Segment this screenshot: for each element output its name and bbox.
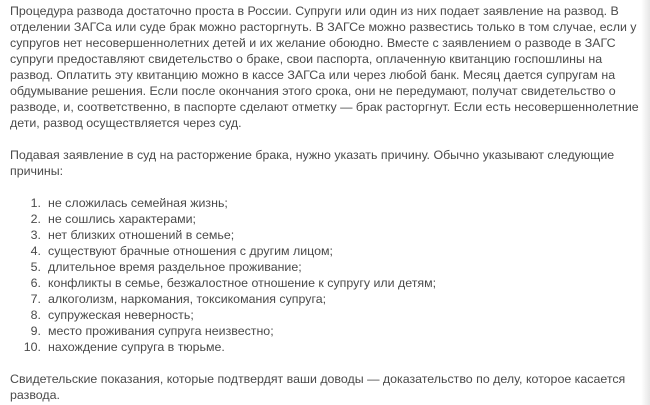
court-intro-paragraph: Подавая заявление в суд на расторжение брака, нужно указать причину. Обычно указывают следующие причины:	[10, 148, 615, 178]
intro-paragraph: Процедура развода достаточно проста в России. Супруги или один из них подает заявление на развод. В отделении ЗАГСа или суде брак можно расторгнуть. В ЗАГСе можно развестись только в том случае, если у супругов нет несовершеннолетних детей и их желание обоюдно. Вместе с заявлением о разводе в ЗАГС супруги предоставляют свидетельство о браке, свои паспорта, оплаченную квитанцию госпошлины на развод. Оплатить эту квитанцию можно в кассе ЗАГСа или через любой банк. Месяц дается супругам на обдумывание решения. Если после окончания этого срока, они не передумают, получат свидетельство о разводе, и, соответственно, в паспорте сделают отметку — брак расторгнут. Если есть несовершеннолетние дети, развод осуществляется через суд.	[10, 4, 639, 130]
list-item-text: длительное время раздельное проживание;	[48, 260, 302, 274]
list-item	[10, 339, 640, 355]
list-item-text: нет близких отношений в семье;	[48, 228, 235, 242]
list-item-number: 10.	[23, 340, 41, 354]
list-item-number: 7.	[30, 292, 41, 306]
list-item	[10, 259, 640, 275]
list-item	[10, 307, 640, 323]
list-item-number: 8.	[30, 308, 41, 322]
list-item-text: место проживания супруга неизвестно;	[48, 324, 274, 338]
list-item	[10, 227, 640, 243]
list-item-text: не сложилась семейная жизнь;	[48, 196, 228, 210]
list-item-number: 9.	[30, 324, 41, 338]
list-item-text: нахождение супруга в тюрьме.	[48, 340, 225, 354]
list-item	[10, 275, 640, 291]
list-item-number: 2.	[30, 212, 41, 226]
list-item	[10, 323, 640, 339]
list-item	[10, 195, 640, 211]
list-item-number: 4.	[30, 244, 41, 258]
list-item-text: конфликты в семье, безжалостное отношение к супругу или детям;	[48, 276, 437, 290]
list-item	[10, 291, 640, 307]
list-item-text: не сошлись характерами;	[48, 212, 196, 226]
list-item-number: 5.	[30, 260, 41, 274]
list-item-number: 3.	[30, 228, 41, 242]
right-edge-shadow	[641, 0, 650, 405]
reasons-list	[10, 195, 640, 355]
closing-paragraph: Свидетельские показания, которые подтвердят ваши доводы — доказательство по делу, которое касается развода.	[10, 372, 626, 402]
list-item	[10, 243, 640, 259]
list-item-number: 6.	[30, 276, 41, 290]
list-item-text: супружеская неверность;	[48, 308, 194, 322]
article-body	[10, 3, 640, 403]
list-item-text: существуют брачные отношения с другим лицом;	[48, 244, 333, 258]
list-item-number: 1.	[30, 196, 41, 210]
list-item	[10, 211, 640, 227]
list-item-text: алкоголизм, наркомания, токсикомания супруга;	[48, 292, 327, 306]
